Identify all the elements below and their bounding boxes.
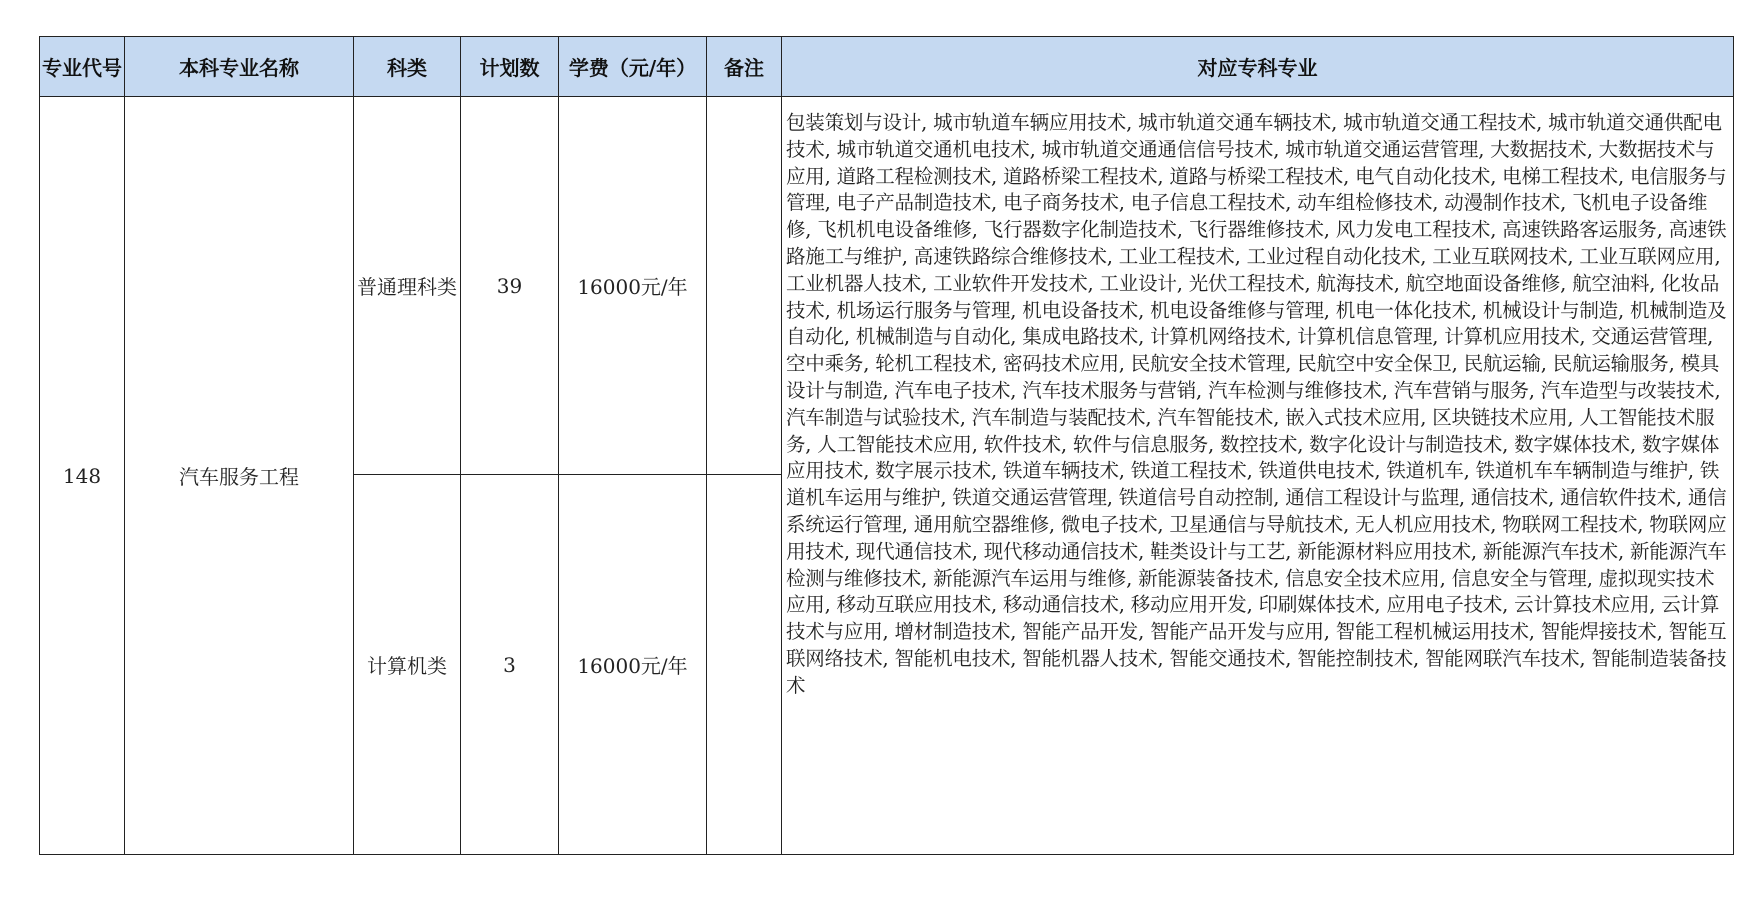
header-major-code: 专业代号 [40,37,125,97]
header-major-name: 本科专业名称 [125,37,354,97]
note-cell [707,475,782,855]
tuition-cell: 16000元/年 [559,97,707,475]
plan-count-cell: 39 [461,97,559,475]
category-cell: 计算机类 [354,475,461,855]
table-row [40,97,1734,475]
header-corresponding-majors: 对应专科专业 [782,37,1734,97]
plan-count-cell: 3 [461,475,559,855]
major-code-cell: 148 [40,97,125,855]
header-note: 备注 [707,37,782,97]
category-cell: 普通理科类 [354,97,461,475]
header-row [40,37,1734,97]
corresponding-majors-cell: 包装策划与设计, 城市轨道车辆应用技术, 城市轨道交通车辆技术, 城市轨道交通工程技术, 城市轨道交通供配电技术, 城市轨道交通机电技术, 城市轨道交通通信信号技术, 城市轨道交通运营管理, 大数据技术, 大数据技术与应用, 道路工程检测技术, 道路桥梁工程技术, 道路与桥梁工程技术, 电气自动化技术, 电梯工程技术, 电信服务与管理, 电子产品制造技术, 电子商务技术, 电子信息工程技术, 动车组检修技术, 动漫制作技术, 飞机电子设备维修, 飞机机电设备维修, 飞行器数字化制造技术, 飞行器维修技术, 风力发电工程技术, 高速铁路客运服务, 高速铁路施工与维护, 高速铁路综合维修技术, 工业工程技术, 工业过程自动化技术, 工业互联网技术, 工业互联网应用, 工业机器人技术, 工业软件开发技术, 工业设计, 光伏工程技术, 航海技术, 航空地面设备维修, 航空油料, 化妆品技术, 机场运行服务与管理, 机电设备技术, 机电设备维修与管理, 机电一体化技术, 机械设计与制造, 机械制造及自动化, 机械制造与自动化, 集成电路技术, 计算机网络技术, 计算机信息管理, 计算机应用技术, 交通运营管理, 空中乘务, 轮机工程技术, 密码技术应用, 民航安全技术管理, 民航空中安全保卫, 民航运输, 民航运输服务, 模具设计与制造, 汽车电子技术, 汽车技术服务与营销, 汽车检测与维修技术, 汽车营销与服务, 汽车造型与改装技术, 汽车制造与试验技术, 汽车制造与装配技术, 汽车智能技术, 嵌入式技术应用, 区块链技术应用, 人工智能技术服务, 人工智能技术应用, 软件技术, 软件与信息服务, 数控技术, 数字化设计与制造技术, 数字媒体技术, 数字媒体应用技术, 数字展示技术, 铁道车辆技术, 铁道工程技术, 铁道供电技术, 铁道机车, 铁道机车车辆制造与维护, 铁道机车运用与维护, 铁道交通运营管理, 铁道信号自动控制, 通信工程设计与监理, 通信技术, 通信软件技术, 通信系统运行管理, 通用航空器维修, 微电子技术, 卫星通信与导航技术, 无人机应用技术, 物联网工程技术, 物联网应用技术, 现代通信技术, 现代移动通信技术, 鞋类设计与工艺, 新能源材料应用技术, 新能源汽车技术, 新能源汽车检测与维修技术, 新能源汽车运用与维修, 新能源装备技术, 信息安全技术应用, 信息安全与管理, 虚拟现实技术应用, 移动互联应用技术, 移动通信技术, 移动应用开发, 印刷媒体技术, 应用电子技术, 云计算技术应用, 云计算技术与应用, 增材制造技术, 智能产品开发, 智能产品开发与应用, 智能工程机械运用技术, 智能焊接技术, 智能互联网络技术, 智能机电技术, 智能机器人技术, 智能交通技术, 智能控制技术, 智能网联汽车技术, 智能制造装备技术 [782,97,1734,855]
header-tuition: 学费（元/年） [559,37,707,97]
header-category: 科类 [354,37,461,97]
note-cell [707,97,782,475]
tuition-cell: 16000元/年 [559,475,707,855]
enrollment-plan-table [39,36,1734,855]
major-name-cell: 汽车服务工程 [125,97,354,855]
header-plan-count: 计划数 [461,37,559,97]
